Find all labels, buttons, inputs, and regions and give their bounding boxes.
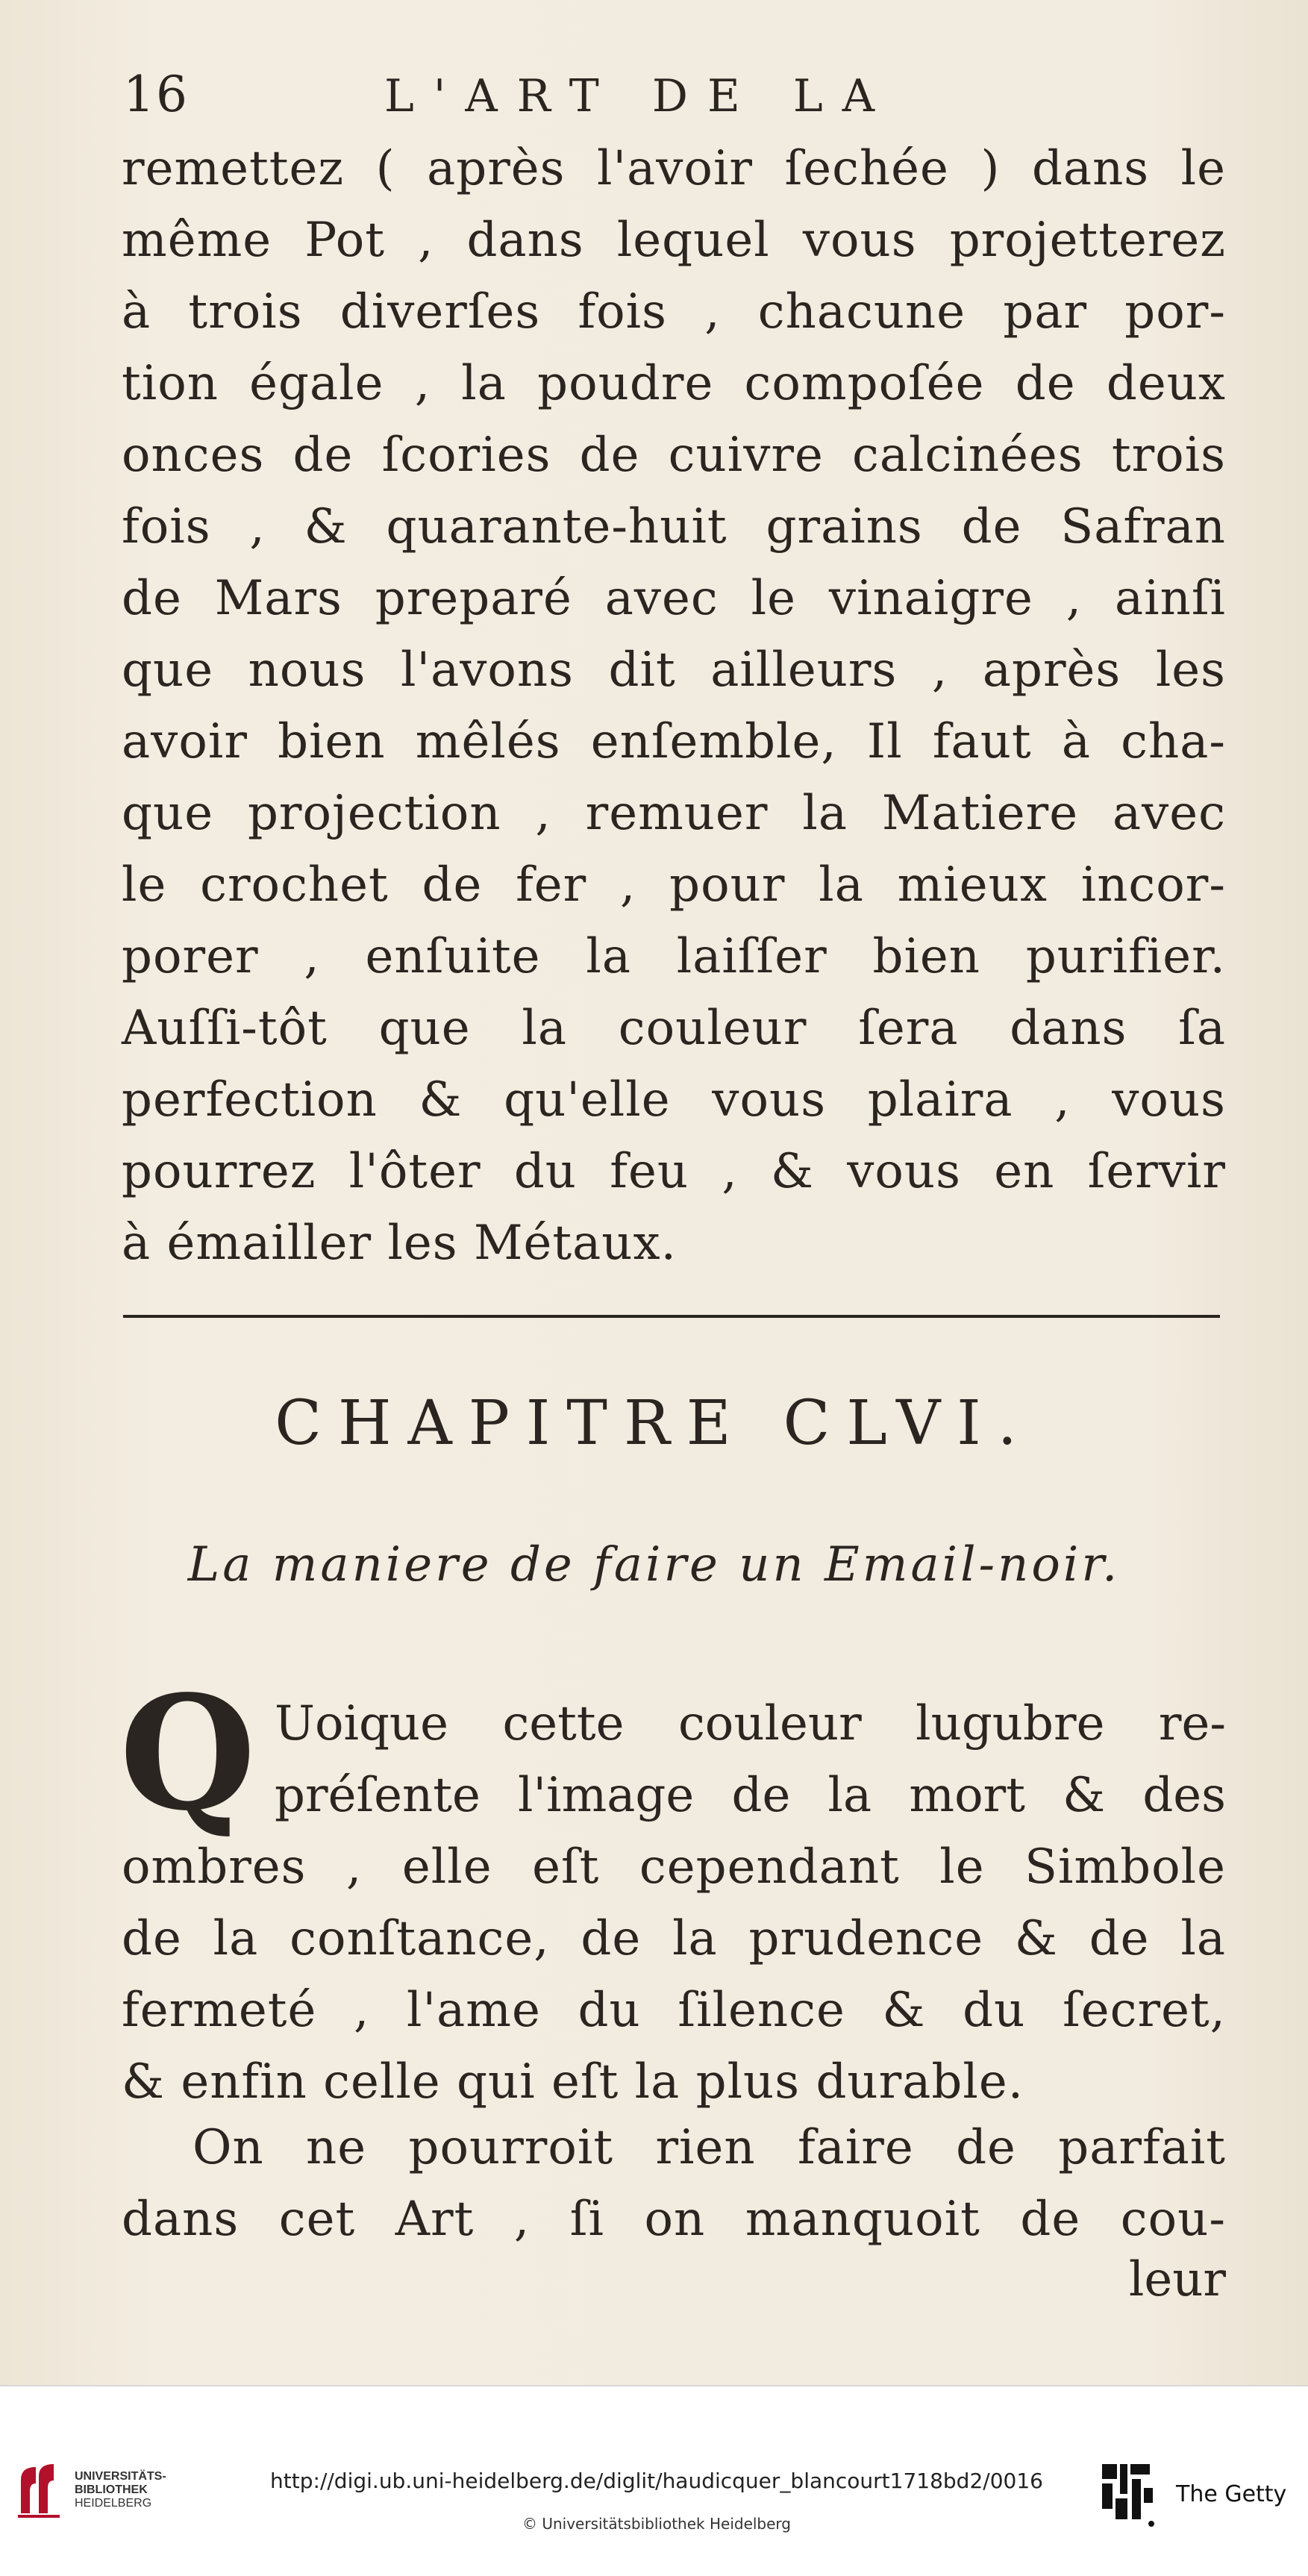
text-line: perfection & qu'elle vous plaira , vous: [122, 1072, 1226, 1128]
text-line: que projection , remuer la Matiere avec: [122, 786, 1226, 841]
text-line: tion égale , la poudre compoſée de deux: [122, 356, 1226, 411]
paragraph-2: [122, 1831, 1226, 2118]
running-head: [123, 66, 1257, 125]
paragraph-3: [122, 2112, 1226, 2255]
text-line: Auſſi-tôt que la couleur ſera dans ſa: [122, 1001, 1226, 1056]
text-line: ombres , elle eſt cependant le Simbole: [122, 1839, 1226, 1895]
text-line: On ne pourroit rien faire de parfait: [193, 2120, 1226, 2175]
chapter-subtitle: La maniere de faire un Email-noir.: [187, 1537, 1121, 1592]
university-line: BIBLIOTHEK: [75, 2483, 148, 2496]
university-logo-icon: [13, 2461, 66, 2521]
footer-bar: [0, 2385, 1308, 2576]
source-url-link[interactable]: http://digi.ub.uni-heidelberg.de/diglit/haudicquer_blancourt1718bd2/0016: [270, 2469, 1043, 2493]
text-line: le crochet de fer , pour la mieux incor-: [122, 857, 1226, 913]
section-divider: [123, 1315, 1220, 1318]
getty-name: The Getty: [1176, 2481, 1287, 2507]
text-line: à trois diverſes fois , chacune par por-: [122, 284, 1226, 340]
catchword: leur: [1128, 2252, 1226, 2307]
text-line: avoir bien mêlés enſemble, Il faut à cha-: [122, 714, 1226, 769]
running-title: L'ART DE LA: [384, 70, 895, 122]
page-number: 16: [123, 66, 189, 123]
university-name: [75, 2470, 166, 2510]
text-line: remettez ( après l'avoir ſechée ) dans le: [122, 141, 1226, 196]
text-line: de Mars preparé avec le vinaigre , ainſi: [122, 571, 1226, 626]
text-line: dans cet Art , ſi on manquoit de cou-: [122, 2192, 1226, 2247]
copyright-notice: © Universitätsbibliothek Heidelberg: [522, 2515, 791, 2533]
drop-cap: Q: [119, 1661, 256, 1845]
paragraph-2-opening: [275, 1688, 1226, 1831]
university-line: HEIDELBERG: [75, 2497, 152, 2510]
text-line: onces de ſcories de cuivre calcinées trois: [122, 428, 1226, 483]
getty-logo-icon: [1099, 2458, 1159, 2530]
text-line: pourrez l'ôter du feu , & vous en ſervir: [122, 1144, 1226, 1199]
text-line: Uoique cette couleur lugubre re-: [275, 1696, 1226, 1751]
university-line: UNIVERSITÄTS-: [75, 2470, 166, 2483]
text-line: préſente l'image de la mort & des: [275, 1768, 1226, 1823]
text-line: fois , & quarante-huit grains de Safran: [122, 499, 1226, 554]
text-line: porer , enſuite la laiſſer bien purifier.: [122, 929, 1226, 984]
text-line: & enfin celle qui eſt la plus durable.: [122, 2054, 1024, 2110]
chapter-title: CHAPITRE CLVI.: [275, 1388, 1033, 1459]
text-line: fermeté , l'ame du ſilence & du ſecret,: [122, 1983, 1226, 2038]
text-line: que nous l'avons dit ailleurs , après les: [122, 643, 1226, 698]
text-line: de la conſtance, de la prudence & de la: [122, 1911, 1226, 1966]
text-line: même Pot , dans lequel vous projetterez: [122, 213, 1226, 268]
text-line: à émailler les Métaux.: [122, 1216, 677, 1271]
paragraph-1: [122, 133, 1226, 1279]
